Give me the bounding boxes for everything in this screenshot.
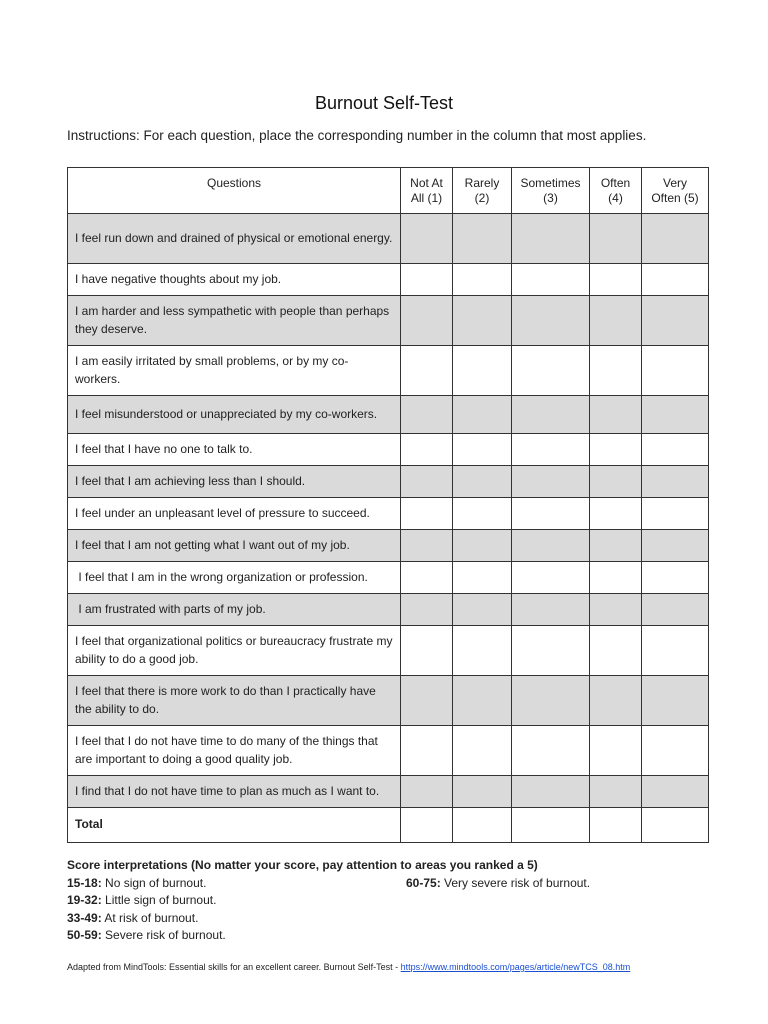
answer-cell[interactable]: [590, 498, 642, 530]
table-row: [68, 626, 709, 676]
answer-cell[interactable]: [590, 346, 642, 396]
answer-cell[interactable]: [642, 498, 709, 530]
answer-cell[interactable]: [401, 562, 453, 594]
score-interpretations: [67, 857, 727, 942]
answer-cell[interactable]: [512, 264, 590, 296]
answer-cell[interactable]: [401, 776, 453, 808]
answer-cell[interactable]: [512, 498, 590, 530]
table-row: [68, 434, 709, 466]
answer-cell[interactable]: [401, 594, 453, 626]
question-cell: I am frustrated with parts of my job.: [68, 594, 401, 626]
answer-cell[interactable]: [453, 296, 512, 346]
table-row: [68, 264, 709, 296]
question-cell: I feel that I do not have time to do many of the things that are important to doing a good quality job.: [68, 726, 401, 776]
question-cell: I feel that I am not getting what I want out of my job.: [68, 530, 401, 562]
answer-cell[interactable]: [512, 346, 590, 396]
question-cell: I feel misunderstood or unappreciated by my co-workers.: [68, 396, 401, 434]
answer-cell[interactable]: [401, 296, 453, 346]
answer-cell[interactable]: [453, 434, 512, 466]
question-cell: I am easily irritated by small problems, or by my co-workers.: [68, 346, 401, 396]
answer-cell[interactable]: [512, 626, 590, 676]
score-heading: Score interpretations (No matter your score, pay attention to areas you ranked a 5): [67, 858, 538, 872]
total-cell[interactable]: [512, 808, 590, 843]
answer-cell[interactable]: [590, 466, 642, 498]
answer-cell[interactable]: [512, 214, 590, 264]
source-text: Adapted from MindTools: Essential skills for an excellent career. Burnout Self-Test -: [67, 962, 401, 972]
instructions-text: Instructions: For each question, place the corresponding number in the column that most applies.: [67, 128, 647, 143]
source-link[interactable]: https://www.mindtools.com/pages/article/newTCS_08.htm: [400, 962, 631, 972]
answer-cell[interactable]: [512, 466, 590, 498]
answer-cell[interactable]: [401, 434, 453, 466]
score-list-right: [406, 875, 726, 893]
answer-cell[interactable]: [642, 466, 709, 498]
table-row: [68, 776, 709, 808]
answer-cell[interactable]: [642, 296, 709, 346]
answer-cell[interactable]: [453, 530, 512, 562]
answer-cell[interactable]: [512, 434, 590, 466]
total-row: [68, 808, 709, 843]
table-header-row: [68, 168, 709, 214]
answer-cell[interactable]: [512, 726, 590, 776]
question-cell: I feel that I am in the wrong organization or profession.: [68, 562, 401, 594]
answer-cell[interactable]: [401, 214, 453, 264]
answer-cell[interactable]: [590, 396, 642, 434]
table-row: [68, 346, 709, 396]
answer-cell[interactable]: [642, 264, 709, 296]
answer-cell[interactable]: [642, 346, 709, 396]
answer-cell[interactable]: [401, 726, 453, 776]
total-cell[interactable]: [453, 808, 512, 843]
answer-cell[interactable]: [512, 562, 590, 594]
answer-cell[interactable]: [642, 214, 709, 264]
table-row: [68, 396, 709, 434]
answer-cell[interactable]: [453, 498, 512, 530]
question-cell: I am harder and less sympathetic with people than perhaps they deserve.: [68, 296, 401, 346]
answer-cell[interactable]: [642, 676, 709, 726]
score-item: 15-18: No sign of burnout.: [67, 875, 207, 890]
answer-cell[interactable]: [401, 626, 453, 676]
total-cell[interactable]: [401, 808, 453, 843]
answer-cell[interactable]: [590, 296, 642, 346]
table-row: [68, 466, 709, 498]
answer-cell[interactable]: [642, 562, 709, 594]
answer-cell[interactable]: [590, 626, 642, 676]
answer-cell[interactable]: [642, 626, 709, 676]
question-cell: I feel that there is more work to do than I practically have the ability to do.: [68, 676, 401, 726]
answer-cell[interactable]: [453, 264, 512, 296]
table-row: [68, 530, 709, 562]
source-citation: [67, 962, 630, 972]
question-cell: I feel run down and drained of physical or emotional energy.: [68, 214, 401, 264]
answer-cell[interactable]: [401, 264, 453, 296]
answer-cell[interactable]: [453, 466, 512, 498]
header-sometimes: Sometimes (3): [512, 168, 590, 214]
answer-cell[interactable]: [453, 594, 512, 626]
answer-cell[interactable]: [590, 214, 642, 264]
answer-cell[interactable]: [512, 530, 590, 562]
answer-cell[interactable]: [453, 396, 512, 434]
answer-cell[interactable]: [401, 530, 453, 562]
answer-cell[interactable]: [642, 530, 709, 562]
answer-cell[interactable]: [512, 776, 590, 808]
header-not-at-all: Not At All (1): [401, 168, 453, 214]
answer-cell[interactable]: [590, 676, 642, 726]
answer-cell[interactable]: [590, 434, 642, 466]
total-cell[interactable]: [642, 808, 709, 843]
header-rarely: Rarely (2): [453, 168, 512, 214]
answer-cell[interactable]: [453, 562, 512, 594]
header-questions: Questions: [68, 168, 401, 214]
header-very-often: Very Often (5): [642, 168, 709, 214]
table-row: [68, 726, 709, 776]
score-item: 33-49: At risk of burnout.: [67, 910, 199, 925]
answer-cell[interactable]: [590, 562, 642, 594]
answer-cell[interactable]: [512, 676, 590, 726]
table-row: [68, 214, 709, 264]
score-item: 60-75: Very severe risk of burnout.: [406, 875, 591, 890]
burnout-survey-table: [67, 167, 709, 843]
question-cell: I feel that I am achieving less than I should.: [68, 466, 401, 498]
table-row: [68, 498, 709, 530]
answer-cell[interactable]: [453, 776, 512, 808]
question-cell: I find that I do not have time to plan as much as I want to.: [68, 776, 401, 808]
answer-cell[interactable]: [590, 776, 642, 808]
answer-cell[interactable]: [453, 676, 512, 726]
question-cell: I have negative thoughts about my job.: [68, 264, 401, 296]
answer-cell[interactable]: [453, 214, 512, 264]
answer-cell[interactable]: [401, 466, 453, 498]
answer-cell[interactable]: [642, 726, 709, 776]
answer-cell[interactable]: [590, 726, 642, 776]
answer-cell[interactable]: [642, 396, 709, 434]
answer-cell[interactable]: [453, 346, 512, 396]
question-cell: I feel under an unpleasant level of pressure to succeed.: [68, 498, 401, 530]
answer-cell[interactable]: [512, 296, 590, 346]
question-cell: I feel that I have no one to talk to.: [68, 434, 401, 466]
table-row: [68, 594, 709, 626]
answer-cell[interactable]: [401, 346, 453, 396]
answer-cell[interactable]: [642, 594, 709, 626]
answer-cell[interactable]: [590, 594, 642, 626]
table-row: [68, 676, 709, 726]
answer-cell[interactable]: [590, 530, 642, 562]
answer-cell[interactable]: [401, 676, 453, 726]
table-row: [68, 562, 709, 594]
total-label: Total: [68, 808, 401, 843]
answer-cell[interactable]: [401, 396, 453, 434]
score-item: 50-59: Severe risk of burnout.: [67, 928, 226, 942]
question-cell: I feel that organizational politics or bureaucracy frustrate my ability to do a good job.: [68, 626, 401, 676]
answer-cell[interactable]: [642, 776, 709, 808]
score-item: 19-32: Little sign of burnout.: [67, 893, 217, 907]
answer-cell[interactable]: [512, 396, 590, 434]
answer-cell[interactable]: [401, 498, 453, 530]
header-often: Often (4): [590, 168, 642, 214]
total-cell[interactable]: [590, 808, 642, 843]
score-list-left: [67, 875, 397, 945]
answer-cell[interactable]: [642, 434, 709, 466]
page-title: Burnout Self-Test: [314, 93, 454, 113]
answer-cell[interactable]: [512, 594, 590, 626]
answer-cell[interactable]: [453, 726, 512, 776]
table-row: [68, 296, 709, 346]
answer-cell[interactable]: [453, 626, 512, 676]
answer-cell[interactable]: [590, 264, 642, 296]
